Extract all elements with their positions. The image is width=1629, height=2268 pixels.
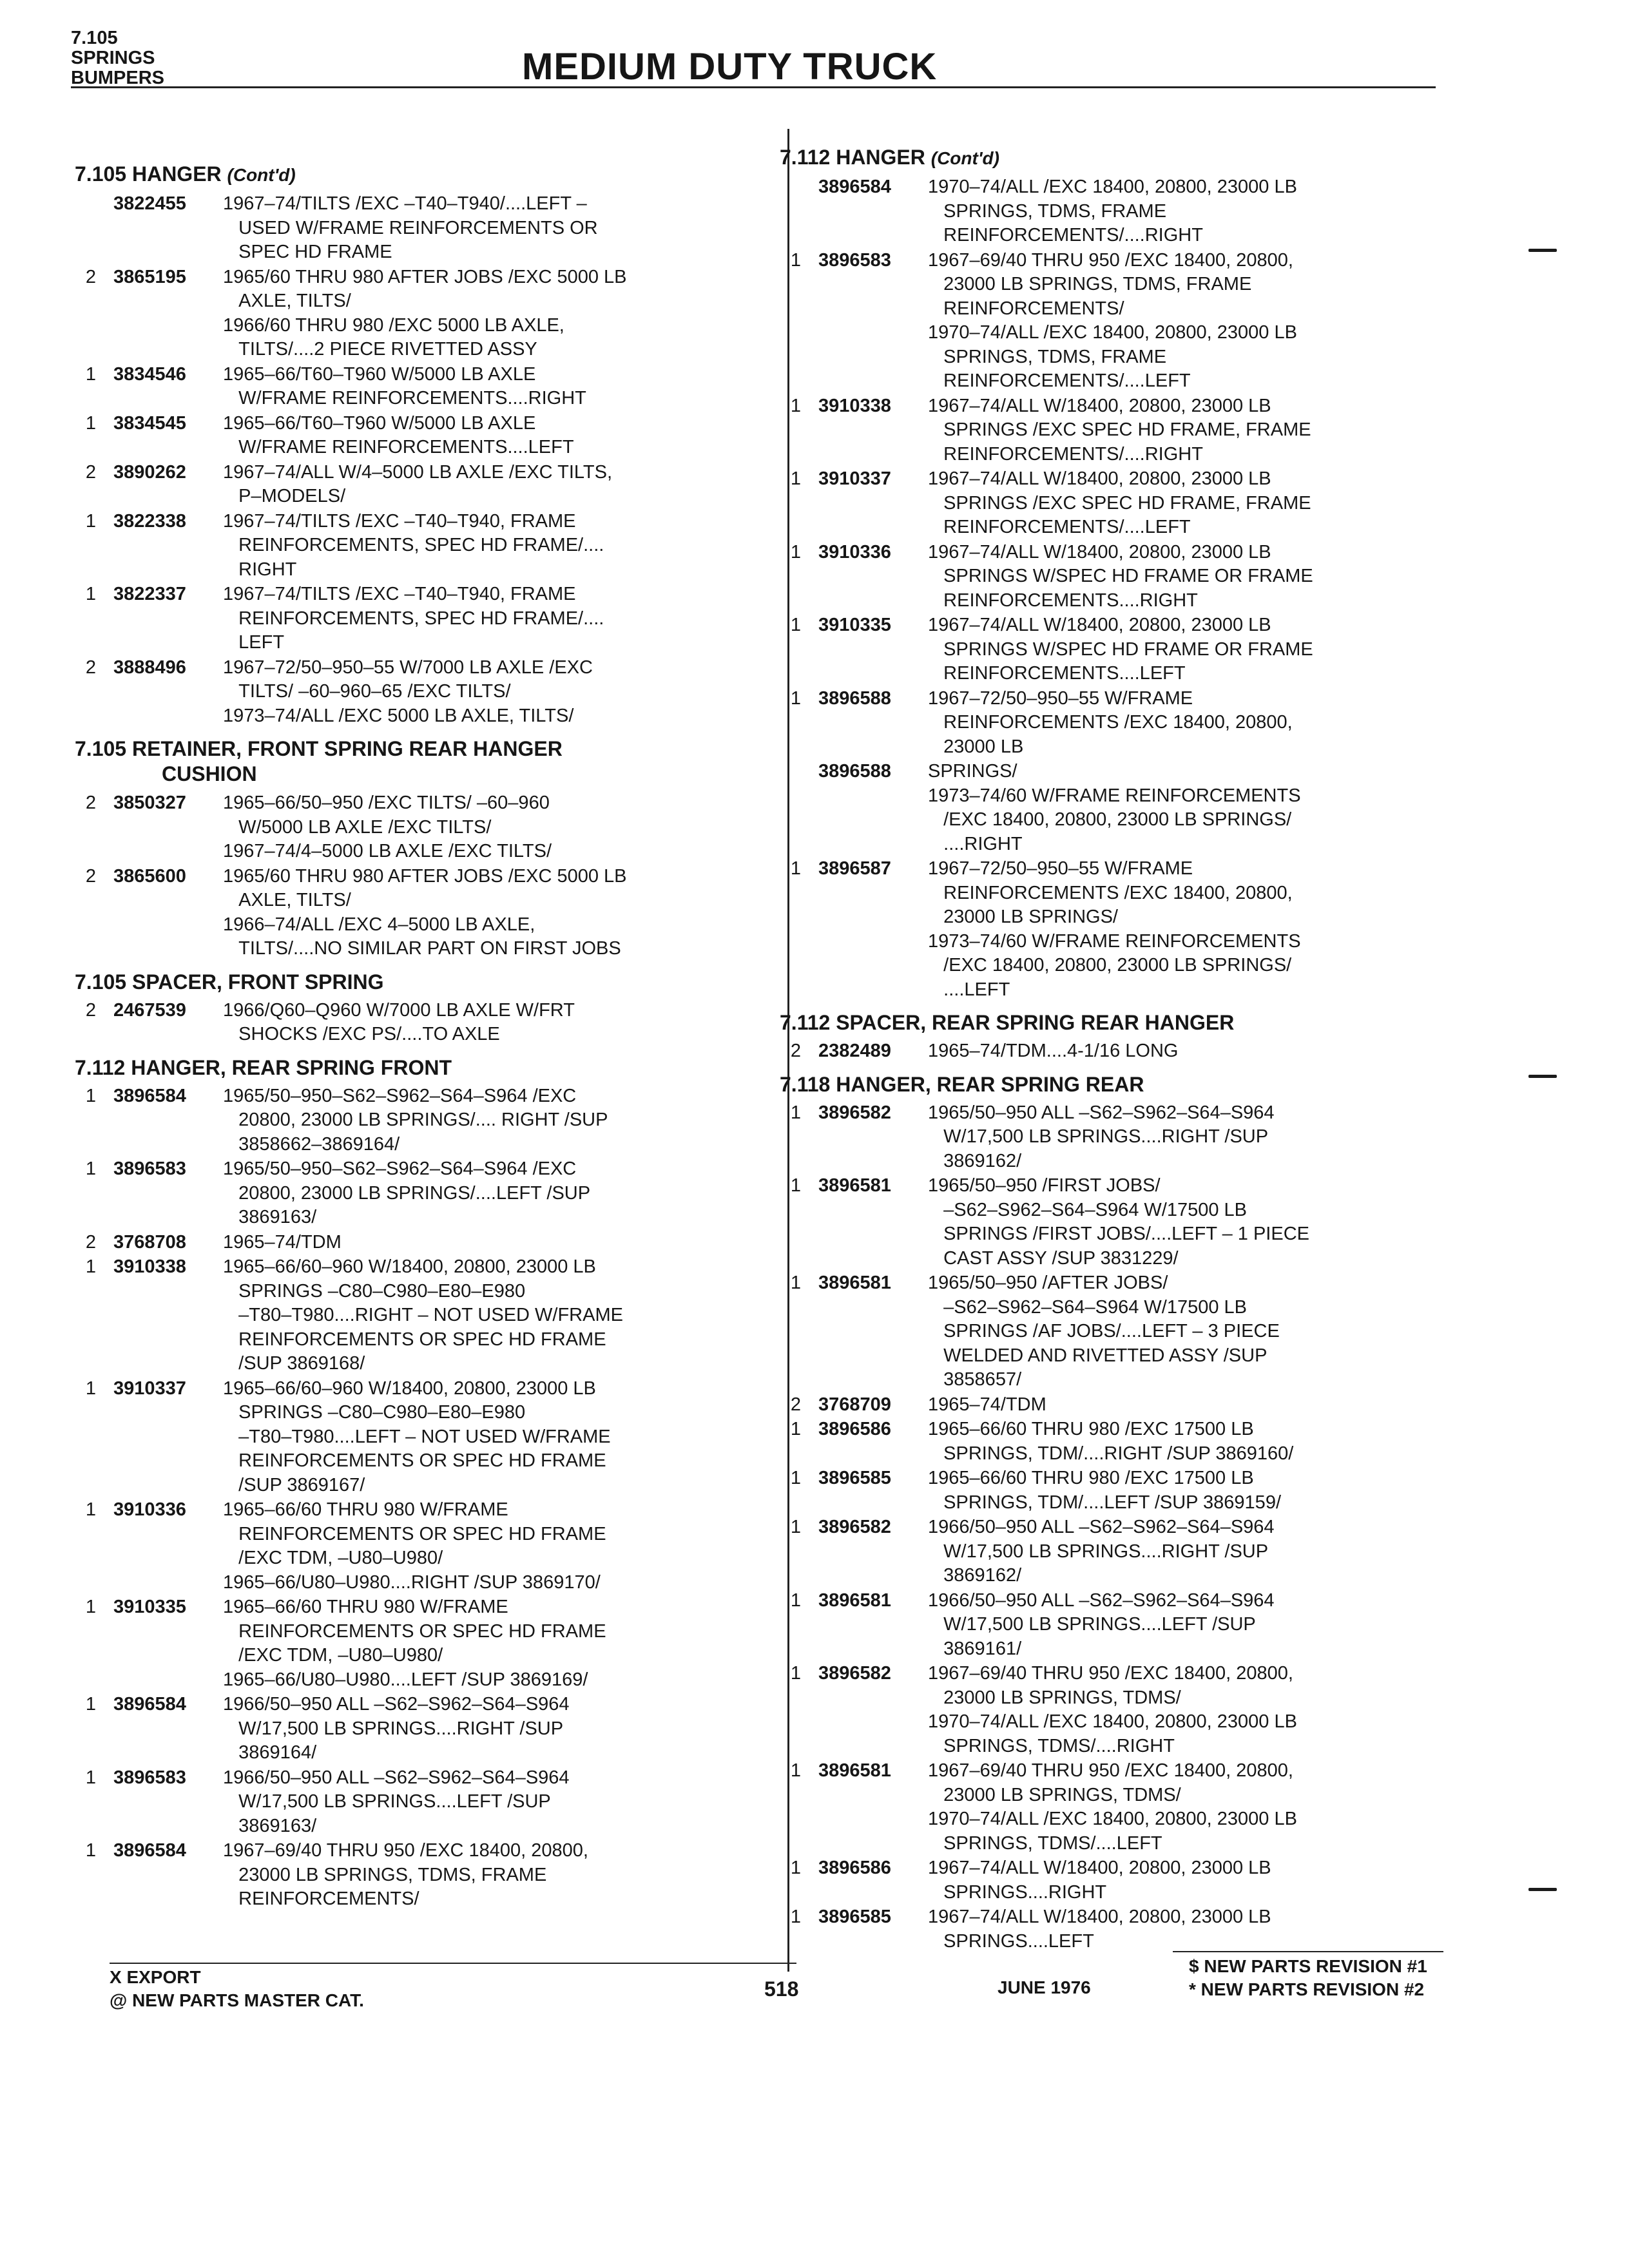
part-number: 3910336	[818, 541, 891, 562]
part-number: 3768708	[113, 1231, 186, 1253]
part-description: 1965–66/60 THRU 980 /EXC 17500 LB SPRINGS, TDM/....LEFT /SUP 3869159/	[928, 1468, 1281, 1513]
part-description: 1967–74/ALL W/18400, 20800, 23000 LB SPRINGS....RIGHT	[928, 1858, 1271, 1903]
section-heading-text: 7.105 HANGER	[75, 162, 222, 186]
left-column	[75, 153, 719, 1912]
part-entry	[780, 1393, 1424, 1418]
quantity: 1	[85, 1597, 97, 1617]
quantity	[780, 175, 812, 248]
part-number: 3865195	[113, 266, 186, 287]
part-entry	[75, 1084, 719, 1157]
part-entry	[780, 467, 1424, 540]
quantity: 1	[790, 468, 802, 489]
part-description: 1965–66/60–960 W/18400, 20800, 23000 LB SPRINGS –C80–C980–E80–E980 –T80–T980....LEFT – NOT USED W/FRAME REINFORCEMENTS OR SPEC HD FRAME /SUP 3869167/	[223, 1378, 611, 1495]
part-description: 1965/60 THRU 980 AFTER JOBS /EXC 5000 LB AXLE, TILTS/ 1966/60 THRU 980 /EXC 5000 LB AXLE, TILTS/....2 PIECE RIVETTED ASSY	[223, 266, 627, 360]
part-entry	[780, 1271, 1424, 1392]
part-number: 3896584	[113, 1694, 186, 1715]
section-label	[71, 28, 164, 88]
section-heading	[780, 1010, 1424, 1035]
part-entry	[75, 656, 719, 729]
quantity: 1	[790, 1760, 802, 1781]
part-number: 3896588	[818, 761, 891, 782]
part-entry	[780, 1174, 1424, 1271]
part-entry	[75, 363, 719, 411]
part-description: 1967–69/40 THRU 950 /EXC 18400, 20800, 23000 LB SPRINGS, TDMS/ 1970–74/ALL /EXC 18400, 20800, 23000 LB SPRINGS, TDMS/....RIGHT	[928, 1663, 1297, 1756]
part-entry	[780, 175, 1424, 248]
quantity: 1	[790, 1663, 802, 1684]
quantity: 1	[790, 1907, 802, 1927]
section-heading	[75, 969, 719, 995]
part-description: 1965–66/T60–T960 W/5000 LB AXLE W/FRAME REINFORCEMENTS....RIGHT	[223, 363, 586, 408]
part-description: 1966/Q60–Q960 W/7000 LB AXLE W/FRT SHOCKS /EXC PS/....TO AXLE	[223, 999, 575, 1044]
part-entry	[780, 1101, 1424, 1174]
part-entry	[780, 1589, 1424, 1662]
part-number: 3896581	[818, 1175, 891, 1196]
quantity: 1	[790, 1858, 802, 1878]
revision-1-note: $ NEW PARTS REVISION #1	[1189, 1956, 1427, 1976]
part-entry	[75, 1255, 719, 1376]
part-number: 3910337	[113, 1378, 186, 1399]
part-number: 3910335	[818, 615, 891, 635]
quantity: 2	[85, 657, 97, 678]
master-note: @ NEW PARTS MASTER CAT.	[110, 1990, 364, 2010]
part-description: 1967–69/40 THRU 950 /EXC 18400, 20800, 23000 LB SPRINGS, TDMS, FRAME REINFORCEMENTS/	[223, 1840, 588, 1909]
continued-label: (Cont'd)	[930, 148, 999, 168]
quantity: 1	[85, 1158, 97, 1179]
quantity: 1	[790, 687, 802, 709]
section-heading-text: 7.112 HANGER, REAR SPRING FRONT	[75, 1055, 452, 1079]
continued-label: (Cont'd)	[227, 165, 296, 185]
part-entry	[75, 1157, 719, 1230]
part-entry	[75, 1377, 719, 1498]
part-description: 1967–74/ALL W/4–5000 LB AXLE /EXC TILTS, P–MODELS/	[223, 461, 613, 506]
part-number: 3896581	[818, 1760, 891, 1781]
quantity: 1	[790, 615, 802, 635]
revision-2-note: * NEW PARTS REVISION #2	[1189, 1979, 1425, 1999]
part-number: 3834546	[113, 363, 186, 385]
part-number: 3910335	[113, 1597, 186, 1617]
part-description: 1970–74/ALL /EXC 18400, 20800, 23000 LB SPRINGS, TDMS, FRAME REINFORCEMENTS/....RIGHT	[928, 177, 1297, 245]
part-entry	[780, 1515, 1424, 1588]
part-description: 1967–69/40 THRU 950 /EXC 18400, 20800, 23000 LB SPRINGS, TDMS/ 1970–74/ALL /EXC 18400, 20800, 23000 LB SPRINGS, TDMS/....LEFT	[928, 1760, 1297, 1854]
part-description: 1967–74/ALL W/18400, 20800, 23000 LB SPRINGS /EXC SPEC HD FRAME, FRAME REINFORCEMENTS/....RIGHT	[928, 395, 1311, 465]
part-description: 1967–69/40 THRU 950 /EXC 18400, 20800, 23000 LB SPRINGS, TDMS, FRAME REINFORCEMENTS/ 1970–74/ALL /EXC 18400, 20800, 23000 LB SPRINGS, TDMS, FRAME REINFORCEMENTS/....LEFT	[928, 249, 1297, 391]
part-entry	[780, 1039, 1424, 1064]
part-number: 3896587	[818, 858, 891, 879]
part-number: 3896581	[818, 1273, 891, 1293]
part-description: 1967–74/ALL W/18400, 20800, 23000 LB SPRINGS /EXC SPEC HD FRAME, FRAME REINFORCEMENTS/....LEFT	[928, 468, 1311, 537]
quantity: 2	[790, 1394, 802, 1415]
part-entry	[75, 1595, 719, 1692]
part-number: 3896582	[818, 1102, 891, 1123]
part-description: 1965–66/60 THRU 980 W/FRAME REINFORCEMENTS OR SPEC HD FRAME /EXC TDM, –U80–U980/ 1965–66/U80–U980....LEFT /SUP 3869169/	[223, 1597, 606, 1690]
quantity: 1	[790, 1175, 802, 1196]
part-entry	[780, 1466, 1424, 1515]
part-entry	[75, 1693, 719, 1765]
part-number: 3910338	[818, 395, 891, 416]
part-number: 3822455	[113, 193, 186, 214]
section-heading-text: 7.105 SPACER, FRONT SPRING	[75, 970, 384, 994]
part-description: 1965/50–950–S62–S962–S64–S964 /EXC 20800, 23000 LB SPRINGS/.... RIGHT /SUP 3858662–3869164/	[223, 1085, 608, 1155]
quantity: 1	[790, 1419, 802, 1439]
quantity: 1	[790, 1590, 802, 1611]
page-number: 518	[764, 1977, 799, 2001]
part-number: 3896588	[818, 687, 891, 709]
part-entry	[75, 999, 719, 1047]
part-description: SPRINGS/ 1973–74/60 W/FRAME REINFORCEMENTS /EXC 18400, 20800, 23000 LB SPRINGS/ ....RIGHT	[928, 761, 1301, 854]
quantity: 1	[790, 1468, 802, 1488]
part-number: 3896585	[818, 1907, 891, 1927]
part-entry	[75, 1766, 719, 1839]
part-number: 3910338	[113, 1256, 186, 1277]
quantity: 1	[85, 1499, 97, 1520]
quantity	[75, 192, 107, 265]
quantity: 1	[85, 584, 97, 604]
part-entry	[75, 1839, 719, 1912]
part-entry	[780, 1759, 1424, 1856]
quantity: 2	[85, 793, 97, 813]
part-entry	[780, 394, 1424, 467]
footer-rule	[110, 1963, 796, 1964]
part-entry	[780, 613, 1424, 686]
header-rule	[71, 86, 1436, 88]
quantity: 2	[85, 999, 97, 1021]
section-heading	[75, 1055, 719, 1081]
quantity: 2	[790, 1041, 802, 1061]
part-entry	[75, 461, 719, 509]
part-description: 1965–66/T60–T960 W/5000 LB AXLE W/FRAME REINFORCEMENTS....LEFT	[223, 412, 574, 457]
part-description: 1967–72/50–950–55 W/FRAME REINFORCEMENTS /EXC 18400, 20800, 23000 LB	[928, 687, 1293, 757]
part-number: 3896583	[818, 249, 891, 271]
part-description: 1967–72/50–950–55 W/FRAME REINFORCEMENTS /EXC 18400, 20800, 23000 LB SPRINGS/ 1973–74/60 W/FRAME REINFORCEMENTS /EXC 18400, 20800, 23000 LB SPRINGS/ ....LEFT	[928, 858, 1301, 1000]
part-entry	[75, 1498, 719, 1595]
quantity: 2	[85, 461, 97, 483]
part-number: 3896582	[818, 1663, 891, 1684]
right-column	[780, 137, 1424, 1954]
quantity: 1	[790, 1517, 802, 1537]
section-heading	[780, 1072, 1424, 1097]
part-entry	[75, 865, 719, 961]
part-description: 1967–72/50–950–55 W/7000 LB AXLE /EXC TILTS/ –60–960–65 /EXC TILTS/ 1973–74/ALL /EXC 5000 LB AXLE, TILTS/	[223, 657, 593, 726]
part-description: 1967–74/TILTS /EXC –T40–T940, FRAME REINFORCEMENTS, SPEC HD FRAME/.... LEFT	[223, 584, 604, 653]
quantity: 1	[790, 541, 802, 562]
part-description: 1966/50–950 ALL –S62–S962–S64–S964 W/17,500 LB SPRINGS....LEFT /SUP 3869163/	[223, 1767, 570, 1836]
part-number: 3896586	[818, 1858, 891, 1878]
part-description: 1965–66/50–950 /EXC TILTS/ –60–960 W/5000 LB AXLE /EXC TILTS/ 1967–74/4–5000 LB AXLE /EXC TILTS/	[223, 793, 552, 861]
part-description: 1965–74/TDM....4-1/16 LONG	[928, 1041, 1179, 1061]
page-title: MEDIUM DUTY TRUCK	[522, 46, 938, 88]
quantity: 1	[85, 1085, 97, 1106]
quantity: 1	[85, 412, 97, 434]
part-number: 3896584	[113, 1840, 186, 1861]
part-number: 3896581	[818, 1590, 891, 1611]
part-description: 1965/50–950 /AFTER JOBS/ –S62–S962–S64–S964 W/17500 LB SPRINGS /AF JOBS/....LEFT – 3 PIECE WELDED AND RIVETTED ASSY /SUP 3858657/	[928, 1273, 1280, 1390]
part-entry	[780, 760, 1424, 856]
part-description: 1966/50–950 ALL –S62–S962–S64–S964 W/17,500 LB SPRINGS....RIGHT /SUP 3869162/	[928, 1517, 1275, 1586]
export-note: X EXPORT	[110, 1967, 201, 1987]
part-description: 1967–74/TILTS /EXC –T40–T940/....LEFT – USED W/FRAME REINFORCEMENTS OR SPEC HD FRAME	[223, 193, 598, 262]
section-heading	[75, 736, 719, 762]
part-number: 3896583	[113, 1158, 186, 1179]
part-description: 1966/50–950 ALL –S62–S962–S64–S964 W/17,500 LB SPRINGS....LEFT /SUP 3869161/	[928, 1590, 1275, 1659]
part-entry	[780, 1662, 1424, 1758]
part-number: 3768709	[818, 1394, 891, 1415]
part-number: 3888496	[113, 657, 186, 678]
part-entry	[75, 791, 719, 864]
quantity: 1	[85, 1840, 97, 1861]
quantity: 2	[85, 1231, 97, 1253]
part-description: 1965/50–950 ALL –S62–S962–S64–S964 W/17,500 LB SPRINGS....RIGHT /SUP 3869162/	[928, 1102, 1275, 1171]
part-number: 3865600	[113, 865, 186, 887]
margin-mark	[1528, 1075, 1557, 1078]
part-entry	[780, 1856, 1424, 1905]
part-description: 1967–74/ALL W/18400, 20800, 23000 LB SPRINGS W/SPEC HD FRAME OR FRAME REINFORCEMENTS....RIGHT	[928, 541, 1313, 611]
part-number: 3834545	[113, 412, 186, 434]
part-description: 1965/60 THRU 980 AFTER JOBS /EXC 5000 LB AXLE, TILTS/ 1966–74/ALL /EXC 4–5000 LB AXLE, TILTS/....NO SIMILAR PART ON FIRST JOBS	[223, 865, 627, 959]
part-number: 3822338	[113, 510, 186, 532]
section-heading-continuation: CUSHION	[162, 762, 257, 785]
section-number: 7.105	[71, 28, 118, 48]
quantity: 1	[85, 1694, 97, 1715]
margin-mark	[1528, 249, 1557, 252]
part-number: 3910337	[818, 468, 891, 489]
quantity: 1	[85, 1256, 97, 1277]
part-description: 1965–66/60–960 W/18400, 20800, 23000 LB SPRINGS –C80–C980–E80–E980 –T80–T980....RIGHT – NOT USED W/FRAME REINFORCEMENTS OR SPEC HD FRAME /SUP 3869168/	[223, 1256, 623, 1374]
section-springs: SPRINGS	[71, 48, 155, 68]
part-entry	[780, 1905, 1424, 1954]
part-description: 1965–74/TDM	[223, 1231, 342, 1253]
quantity: 2	[85, 865, 97, 887]
quantity: 1	[790, 1273, 802, 1293]
part-entry	[780, 687, 1424, 760]
part-entry	[75, 582, 719, 655]
section-heading-text: 7.112 HANGER	[780, 146, 925, 169]
part-description: 1965–74/TDM	[928, 1394, 1046, 1415]
part-number: 2382489	[818, 1041, 891, 1061]
page-date: JUNE 1976	[998, 1977, 1091, 1997]
section-heading-text: 7.112 SPACER, REAR SPRING REAR HANGER	[780, 1011, 1235, 1034]
part-entry	[780, 1418, 1424, 1466]
part-entry	[75, 192, 719, 265]
part-description: 1967–74/ALL W/18400, 20800, 23000 LB SPRINGS W/SPEC HD FRAME OR FRAME REINFORCEMENTS....LEFT	[928, 615, 1313, 684]
part-number: 3822337	[113, 584, 186, 604]
quantity: 1	[85, 363, 97, 385]
part-number: 3896585	[818, 1468, 891, 1488]
part-number: 3896582	[818, 1517, 891, 1537]
section-bumpers: BUMPERS	[71, 68, 165, 88]
section-heading	[75, 161, 719, 188]
part-entry	[780, 249, 1424, 394]
part-description: 1965/50–950–S62–S962–S64–S964 /EXC 20800, 23000 LB SPRINGS/....LEFT /SUP 3869163/	[223, 1158, 591, 1227]
section-heading-text: 7.105 RETAINER, FRONT SPRING REAR HANGER	[75, 737, 563, 760]
quantity: 1	[790, 249, 802, 271]
quantity: 1	[85, 1767, 97, 1788]
part-description: 1965/50–950 /FIRST JOBS/ –S62–S962–S64–S964 W/17500 LB SPRINGS /FIRST JOBS/....LEFT – 1 PIECE CAST ASSY /SUP 3831229/	[928, 1175, 1309, 1269]
part-number: 3910336	[113, 1499, 186, 1520]
part-entry	[780, 541, 1424, 613]
quantity: 2	[85, 266, 97, 287]
part-number: 3896586	[818, 1419, 891, 1439]
part-number: 3850327	[113, 793, 186, 813]
part-entry	[75, 1231, 719, 1255]
part-description: 1965–66/60 THRU 980 W/FRAME REINFORCEMENTS OR SPEC HD FRAME /EXC TDM, –U80–U980/ 1965–66/U80–U980....RIGHT /SUP 3869170/	[223, 1499, 606, 1593]
part-entry	[780, 857, 1424, 1002]
part-entry	[75, 265, 719, 362]
part-description: 1967–74/ALL W/18400, 20800, 23000 LB SPRINGS....LEFT	[928, 1907, 1271, 1952]
section-heading-text: 7.118 HANGER, REAR SPRING REAR	[780, 1072, 1144, 1096]
part-description: 1965–66/60 THRU 980 /EXC 17500 LB SPRINGS, TDM/....RIGHT /SUP 3869160/	[928, 1419, 1294, 1464]
quantity: 1	[790, 858, 802, 879]
quantity: 1	[85, 510, 97, 532]
part-number: 3890262	[113, 461, 186, 483]
quantity	[780, 760, 812, 856]
part-number: 2467539	[113, 999, 186, 1021]
quantity: 1	[790, 1102, 802, 1123]
quantity: 1	[790, 395, 802, 416]
margin-mark	[1528, 1888, 1557, 1891]
section-heading	[780, 144, 1424, 171]
part-number: 3896584	[818, 177, 891, 197]
part-number: 3896584	[113, 1085, 186, 1106]
quantity: 1	[85, 1378, 97, 1399]
part-entry	[75, 412, 719, 460]
footer-rule-right	[1173, 1951, 1443, 1952]
part-description: 1966/50–950 ALL –S62–S962–S64–S964 W/17,500 LB SPRINGS....RIGHT /SUP 3869164/	[223, 1694, 570, 1763]
part-description: 1967–74/TILTS /EXC –T40–T940, FRAME REINFORCEMENTS, SPEC HD FRAME/.... RIGHT	[223, 510, 604, 580]
part-number: 3896583	[113, 1767, 186, 1788]
part-entry	[75, 510, 719, 582]
